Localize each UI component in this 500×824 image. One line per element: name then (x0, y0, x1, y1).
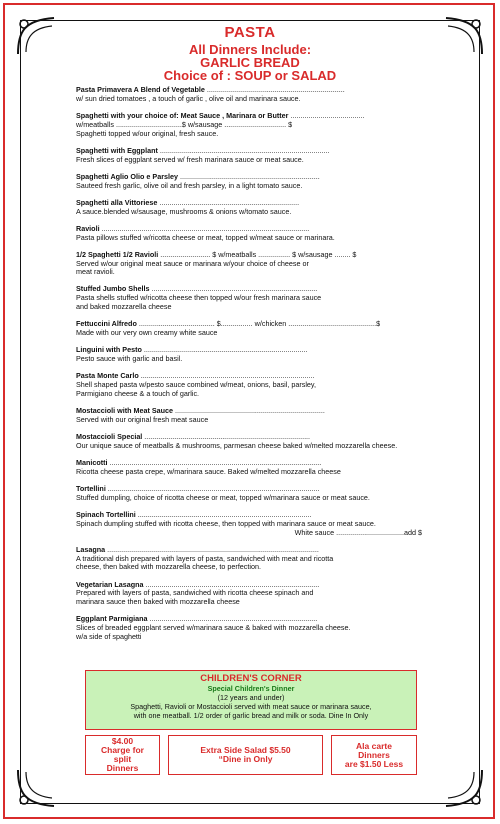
menu-item-description: Spinach dumpling stuffed with ricotta cheese, then topped with marinara sauce or meat sauce. (76, 518, 376, 528)
header-line: All Dinners Include: (188, 42, 312, 57)
menu-item-name: Mostaccioli Special (76, 432, 143, 441)
menu-item-leader: ...................................................................... (157, 197, 300, 207)
box-line: are $1.50 Less (344, 758, 404, 769)
menu-item-description: Sauteed fresh garlic, olive oil and fresh parsley, in a light tomato sauce. (76, 180, 303, 190)
menu-item-description: Shell shaped pasta w/pesto sauce combined w/meat, onions, basil, parsley, (76, 380, 316, 390)
menu-item-name: Spaghetti Aglio Olio e Parsley (76, 171, 178, 181)
box-line: Dinners (358, 749, 390, 760)
menu-item (76, 251, 422, 277)
menu-item (76, 147, 422, 165)
menu-item-name: 1/2 Spaghetti 1/2 Ravioli (76, 249, 159, 259)
childrens-corner-subtitle: Special Children's Dinner (207, 684, 295, 693)
menu-item-description: w/a side of spaghetti (76, 631, 142, 641)
menu-item (76, 511, 422, 537)
menu-item-leader: .......................................................................................................... (107, 457, 322, 467)
menu-item (76, 112, 422, 138)
menu-item-description: Fresh slices of eggplant served w/ fresh marinara sauce or meat sauce. (76, 154, 304, 164)
menu-item-leader: .......................................................................................................... (105, 544, 319, 554)
menu-item-description: Pesto sauce with garlic and basil. (76, 354, 183, 364)
menu-item-addon: White sauce ..................................add $ (294, 527, 422, 537)
menu-item-description: A sauce.blended w/sausage, mushrooms & onions w/tomato sauce. (76, 206, 292, 216)
menu-item-name: Vegetarian Lasagna (76, 579, 144, 589)
box-line: Ala carte (356, 740, 392, 751)
menu-item (76, 225, 422, 243)
menu-item-description: Ricotta cheese pasta crepe, w/marinara sauce. Baked w/melted mozzarella cheese (76, 466, 341, 476)
menu-item (76, 581, 422, 607)
menu-item-description: A traditional dish prepared with layers of pasta, sandwiched with meat and ricotta (76, 553, 334, 563)
menu-item-leader: ....................................................................................... (143, 579, 320, 589)
menu-item-name: Eggplant Parmigiana (76, 614, 148, 624)
menu-item (76, 173, 422, 191)
childrens-corner-line: Spaghetti, Ravioli or Mostaccioli served with meat sauce or marinara sauce, (130, 702, 372, 711)
box-line: Dinners (106, 763, 139, 773)
page-title: PASTA (224, 24, 276, 41)
menu-item-leader: ..................................................................................... (157, 145, 330, 155)
childrens-corner (85, 670, 417, 730)
extra-salad-box (168, 735, 323, 775)
menu-item-description: Stuffed dumpling, choice of ricotta cheese or meat, topped w/marinara sauce or meat sauce. (76, 492, 370, 502)
menu-item (76, 546, 422, 572)
menu-item-leader: ....................................................................................... (138, 371, 315, 381)
menu-list (76, 86, 422, 650)
menu-item-name: Ravioli (76, 223, 100, 233)
menu-item-name: Manicotti (76, 457, 108, 467)
menu-item (76, 407, 422, 425)
menu-item-leader: ........................................................................... (173, 406, 325, 416)
menu-item (76, 320, 422, 338)
box-line: “Dine in Only (218, 754, 273, 764)
menu-item-description: w/meatballs .................................$ w/sausage ............................... $ (76, 119, 293, 129)
menu-item-name: Tortellini (76, 483, 106, 493)
menu-item-name: Pasta Primavera A Blend of Vegetable (76, 85, 205, 94)
menu-item-description: Made with our very own creamy white sauce (76, 328, 218, 338)
childrens-corner-title: CHILDREN'S CORNER (200, 673, 302, 684)
menu-item-name: Spaghetti with your choice of: Meat Sauce , Marinara or Butter (76, 110, 289, 120)
menu-item-leader: .......................................................................................................... (105, 483, 320, 493)
menu-item-name: Spaghetti alla Vittoriese (76, 197, 158, 207)
menu-item-name: Mostaccioli with Meat Sauce (76, 406, 174, 416)
childrens-corner-line: with one meatball. 1/2 order of garlic bread and milk or soda. Dine In Only (133, 711, 369, 720)
menu-item (76, 615, 422, 641)
menu-item-name: Pasta Monte Carlo (76, 371, 139, 381)
menu-item-description: Served with our original fresh meat sauce (76, 414, 209, 424)
box-line: split (113, 754, 132, 764)
menu-item-leader: ...................................... $................ w/chicken ............................................$ (136, 319, 381, 329)
corner-ornament-bottom-left (14, 764, 60, 810)
menu-item-leader: ....................................................................................... (135, 509, 312, 519)
menu-item-leader: .................................................................................. (141, 345, 308, 355)
corner-ornament-bottom-right (440, 764, 486, 810)
dinner-includes-header (0, 43, 500, 82)
menu-item (76, 433, 422, 451)
menu-item-description: Pasta pillows stuffed w/ricotta cheese or meat, topped w/meat sauce or marinara. (76, 232, 335, 242)
menu-item-description: Served w/our original meat sauce or marinara w/your choice of cheese or (76, 258, 309, 268)
box-line: Charge for (101, 745, 144, 755)
menu-item-name: Spinach Tortellini (76, 509, 136, 519)
menu-item (76, 459, 422, 477)
menu-item-description: Pasta shells stuffed w/ricotta cheese then topped w/our fresh marinara sauce (76, 293, 322, 303)
menu-item-leader: ...................................................................... (177, 171, 320, 181)
menu-item-name: Fettuccini Alfredo (76, 319, 137, 329)
menu-item-description: Slices of breaded eggplant served w/marinara sauce & baked with mozzarella cheese. (76, 623, 351, 633)
menu-item (76, 346, 422, 364)
menu-item-leader: ................................................................................... (142, 432, 311, 441)
menu-item-leader: .................................................................................... (147, 614, 318, 624)
menu-item (76, 199, 422, 217)
menu-item (76, 485, 422, 503)
split-charge-box (85, 735, 160, 775)
menu-item-name: Linguini with Pesto (76, 345, 142, 355)
menu-item (76, 86, 422, 104)
header-line: Choice of : SOUP or SALAD (163, 68, 337, 83)
menu-item-leader: ......................... $ w/meatballs ................ $ w/sausage ........ $ (158, 249, 357, 259)
menu-item-description: meat ravioli. (76, 267, 115, 277)
menu-item-leader: ................................................................................... (149, 284, 318, 294)
header-line: GARLIC BREAD (200, 55, 300, 70)
menu-item-description: marinara sauce then baked with mozzarella cheese (76, 597, 240, 607)
menu-item-name: Stuffed Jumbo Shells (76, 284, 150, 294)
menu-item-description: cheese, then baked with mozzarella cheese, to perfection. (76, 562, 261, 572)
box-line: $4.00 (111, 736, 134, 746)
menu-item-name: Lasagna (76, 544, 106, 554)
menu-item-description: Prepared with layers of pasta, sandwiched with ricotta cheese spinach and (76, 588, 314, 598)
menu-item-leader: ........................................................................................................ (99, 223, 310, 233)
menu-item-description: Our unique sauce of meatballs & mushrooms, parmesan cheese baked w/melted mozzarella cheese. (76, 440, 398, 450)
box-line: Extra Side Salad $5.50 (200, 745, 291, 755)
menu-item-description: and baked mozzarella cheese (76, 302, 172, 312)
menu-item (76, 285, 422, 311)
childrens-corner-age: (12 years and under) (217, 693, 285, 702)
menu-item-name: Spaghetti with Eggplant (76, 145, 158, 155)
menu-item-leader: ..................................... (288, 110, 365, 120)
menu-item-leader: ..................................................................... (204, 85, 345, 94)
menu-item-description: Parmigiano cheese & a touch of garlic. (76, 388, 200, 398)
menu-item (76, 372, 422, 398)
menu-item-description: w/ sun dried tomatoes , a touch of garlic , olive oil and marinara sauce. (76, 93, 301, 103)
menu-item-description: Spaghetti topped w/our original, fresh sauce. (76, 128, 219, 138)
ala-carte-box (331, 735, 417, 775)
